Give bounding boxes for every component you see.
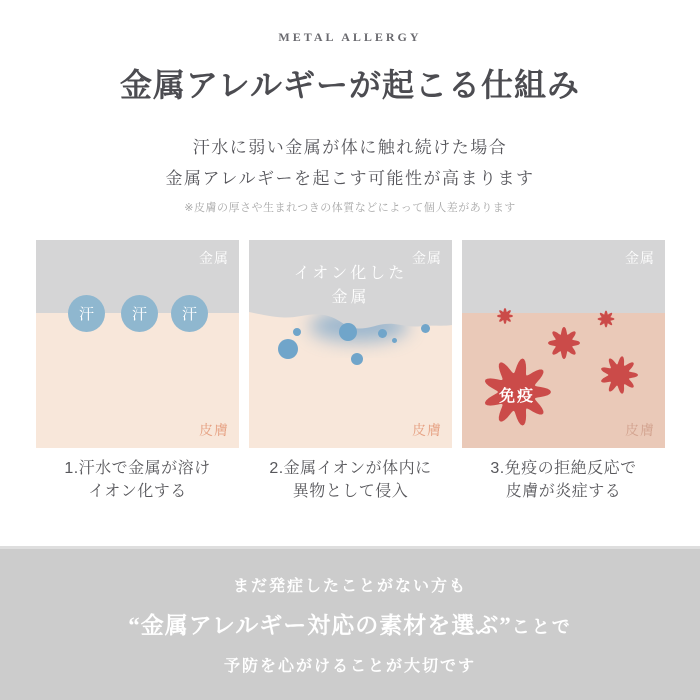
caption-step2: [249, 457, 452, 503]
page-title: 金属アレルギーが起こる仕組み: [120, 67, 580, 103]
caption-step2-line2: 異物として侵入: [292, 483, 409, 500]
sweat-drop-label: 汗: [181, 306, 197, 323]
footer-quote-suffix: ことで: [511, 617, 572, 637]
step-captions: [36, 457, 665, 503]
footer-quote-text: “金属アレルギー対応の素材を選ぶ”: [128, 613, 512, 638]
caption-step1-line2: イオン化する: [88, 483, 187, 500]
panel-step3: [462, 240, 665, 448]
caption-step3-line2: 皮膚が炎症する: [505, 483, 622, 500]
immune-cell-icon: [598, 311, 615, 328]
metal-ion-dot: [351, 353, 363, 365]
sweat-drop-icon: [68, 295, 105, 332]
footer-line2: [0, 607, 700, 640]
footer-line1: まだ発症したことがない方も: [232, 578, 467, 595]
sweat-drop-icon: [121, 295, 158, 332]
skin-label: 皮膚: [625, 422, 655, 438]
metal-ion-dot: [293, 328, 301, 336]
skin-label: 皮膚: [199, 422, 229, 438]
immune-cells-graphic: [462, 240, 665, 448]
caption-step2-line1: 2.金属イオンが体内に: [269, 460, 432, 477]
disclaimer-note: ※皮膚の厚さや生まれつきの体質などによって個人差があります: [184, 202, 516, 214]
metal-label: 金属: [625, 250, 655, 266]
eyebrow-label: METAL ALLERGY: [278, 30, 422, 44]
metal-ion-dot: [339, 323, 357, 341]
ionized-metal-label-line2: 金属: [331, 289, 370, 306]
metal-ion-dot: [278, 339, 298, 359]
skin-label: 皮膚: [412, 422, 442, 438]
diagram-panels: [36, 240, 665, 448]
metal-ion-dot: [392, 338, 397, 343]
footer-band: [0, 546, 700, 700]
ionized-metal-label: [249, 262, 452, 310]
metal-label: 金属: [412, 250, 442, 266]
ionized-metal-label-line1: イオン化した: [293, 265, 408, 282]
sweat-drop-label: 汗: [131, 306, 147, 323]
immune-label: 免疫: [498, 388, 535, 405]
metal-ion-dot: [421, 324, 430, 333]
subtitle: [0, 132, 700, 194]
immune-cell-icon: [497, 308, 513, 324]
footer-line3: 予防を心がけることが大切です: [223, 658, 476, 675]
sweat-drop-label: 汗: [78, 306, 94, 323]
panel-step2: [249, 240, 452, 448]
caption-step1-line1: 1.汗水で金属が溶け: [64, 460, 211, 477]
metal-label: 金属: [199, 250, 229, 266]
subtitle-line1: 汗水に弱い金属が体に触れ続けた場合: [192, 138, 508, 157]
sweat-drop-icon: [171, 295, 208, 332]
subtitle-line2: 金属アレルギーを起こす可能性が高まります: [165, 169, 535, 188]
caption-step1: [36, 457, 239, 503]
panel-step1: [36, 240, 239, 448]
metal-ion-dot: [378, 329, 387, 338]
immune-cell-icon: [601, 356, 638, 393]
caption-step3-line1: 3.免疫の拒絶反応で: [490, 460, 637, 477]
immune-cell-icon: [548, 327, 580, 359]
caption-step3: [462, 457, 665, 503]
